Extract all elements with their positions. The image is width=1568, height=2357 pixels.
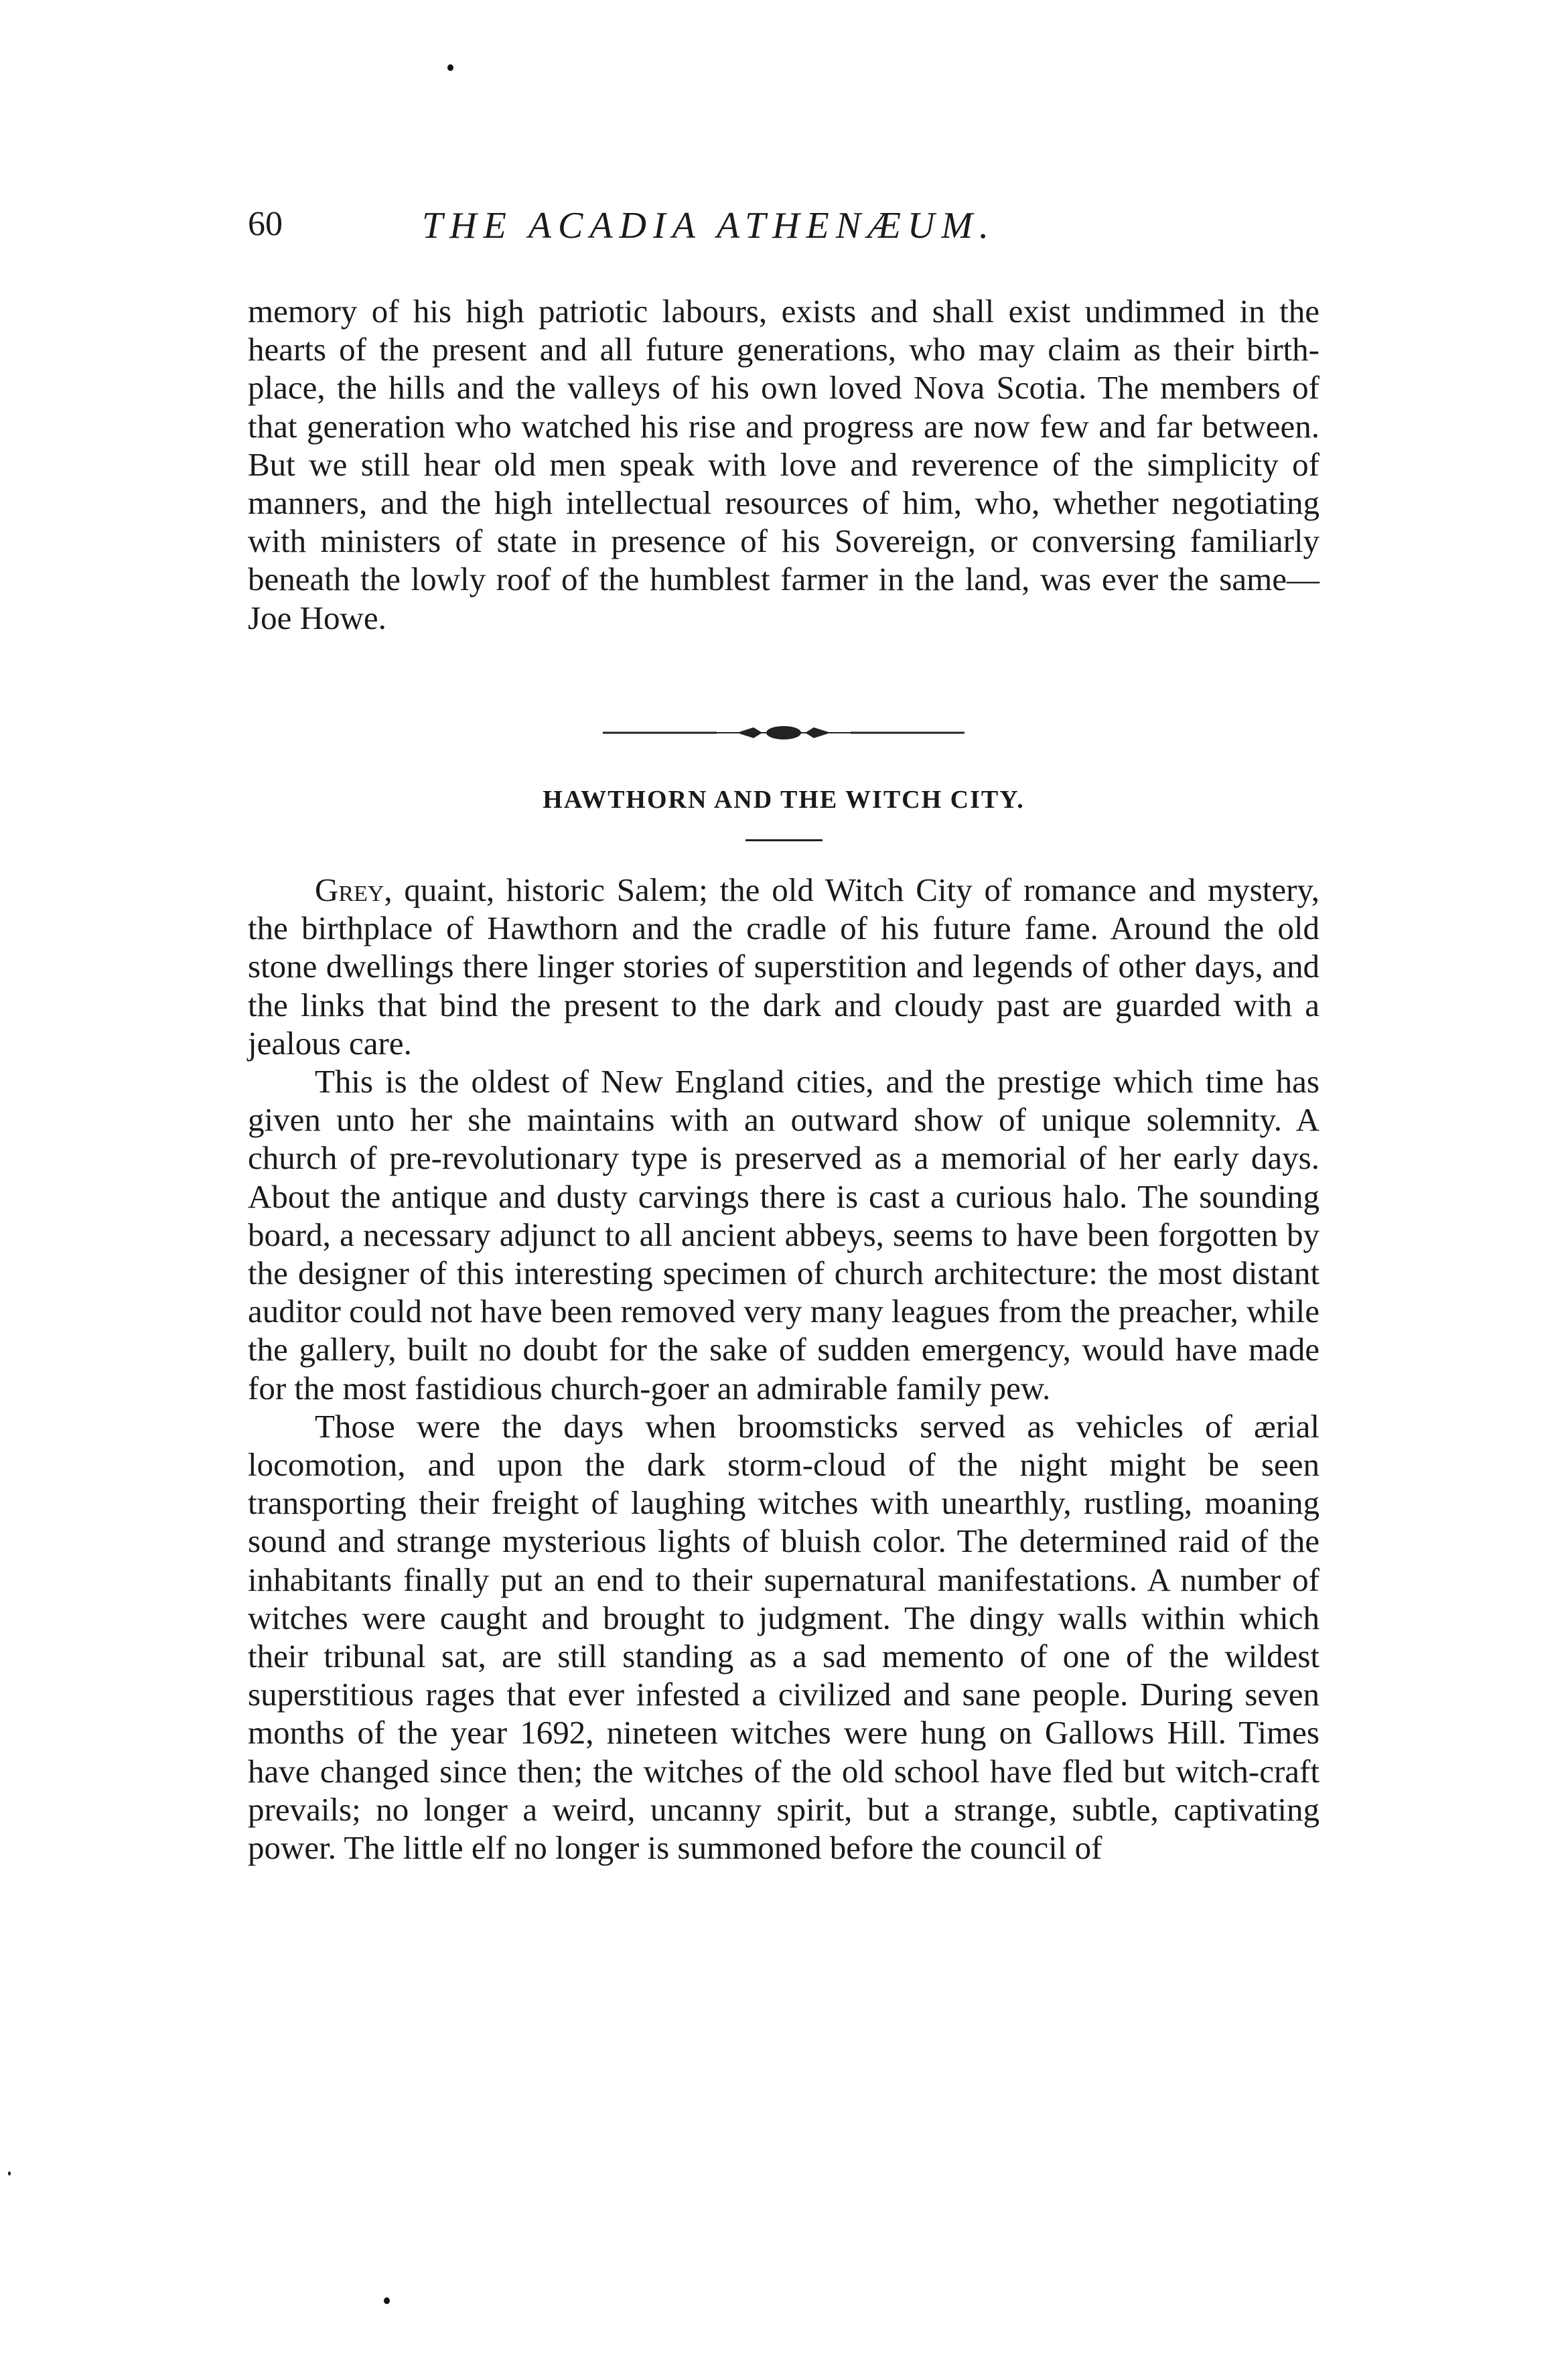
page-header xyxy=(248,204,1320,265)
continued-paragraph: memory of his high patriotic labours, exists and shall exist undimmed in the hearts of the present and all future generations, who may claim as their birth-place, the hills and the valleys of his own loved Nova Scotia. The members of that generation who watched his rise and progress are now few and far between. But we still hear old men speak with love and reverence of the simplicity of manners, and the high intellectual resources of him, who, whether negotiating with ministers of state in presence of his Sovereign, or conversing familiarly beneath the lowly roof of the humblest farmer in the land, was ever the same—Joe Howe. xyxy=(248,293,1320,636)
article-paragraph-3: Those were the days when broomsticks served as vehicles of ærial locomotion, and upon the dark storm-cloud of the night might be seen transporting their freight of laughing witches with unearthly, rustling, moaning sound and strange mysterious lights of bluish color. The determined raid of the inhabitants finally put an end to their supernatural manifestations. A number of witches were caught and brought to judgment. The dingy walls within which their tribunal sat, are still standing as a sad memento of one of the wildest superstitious rages that ever infested a civilized and sane people. During seven months of the year 1692, nineteen witches were hung on Gallows Hill. Times have changed since then; the witches of the old school have fled but witch-craft prevails; no longer a weird, uncanny spirit, but a strange, subtle, captivating power. The little elf no longer is summoned before the council of xyxy=(248,1407,1320,1867)
article-paragraph-2: This is the oldest of New England cities, and the prestige which time has given unto her she maintains with an outward show of unique solemnity. A church of pre-revolutionary type is preserved as a memorial of her early days. About the antique and dusty carvings there is cast a curious halo. The sounding board, a necessary adjunct to all ancient abbeys, seems to have been forgotten by the designer of this interesting specimen of church architecture: the most distant auditor could not have been removed very many leagues from the preacher, while the gallery, built no doubt for the sake of sudden emergency, would have made for the most fastidious church-goer an admirable family pew. xyxy=(248,1063,1320,1407)
continued-text-block xyxy=(248,292,1320,637)
page-number: 60 xyxy=(248,205,283,243)
ink-speck xyxy=(384,2297,390,2304)
running-title: THE ACADIA ATHENÆUM. xyxy=(422,205,995,246)
article-body xyxy=(248,871,1320,1867)
drop-word: Grey xyxy=(315,871,384,908)
ink-speck xyxy=(447,64,453,71)
article-paragraph-1-text: , quaint, historic Salem; the old Witch City of romance and mystery, the birthplace of Hawthorn and the cradle of his future fame. Around the old stone dwellings there linger stories of superstition and legends of other days, and the links that bind the present to the dark and cloudy past are guarded with a jealous care. xyxy=(248,871,1320,1062)
title-rule xyxy=(745,839,823,841)
article-title: HAWTHORN AND THE WITCH CITY. xyxy=(543,786,1025,814)
ornament-divider-icon xyxy=(603,725,965,740)
ink-speck xyxy=(8,2171,11,2175)
article-paragraph-1 xyxy=(248,871,1320,1062)
